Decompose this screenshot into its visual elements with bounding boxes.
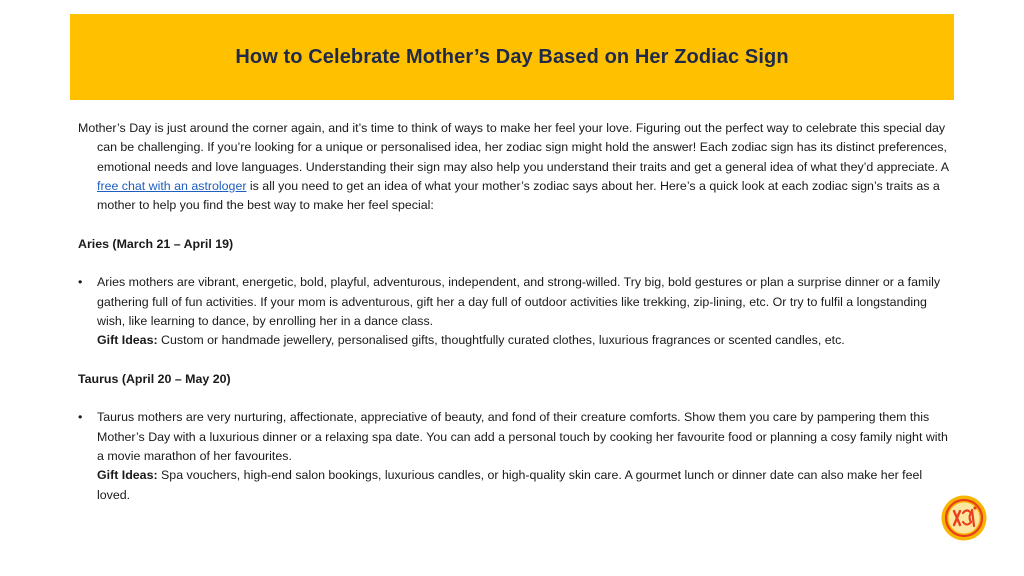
aries-text: Aries mothers are vibrant, energetic, bold, playful, adventurous, independent, and strong-willed. Try big, bold gestures or plan a surprise dinner or a family gathering full of fun activities. If your mom is adventurous, gift her a day full of outdoor activities like trekking, zip-lining, etc. Or try to fulfil a longstanding wish, like learning to dance, by enrolling her in a dance class. xyxy=(97,275,941,328)
section-heading-aries: Aries (March 21 – April 19) xyxy=(78,236,234,251)
list-item-taurus xyxy=(78,408,950,504)
astrology-logo-icon xyxy=(941,495,987,541)
aries-gift-text: Custom or handmade jewellery, personalised gifts, thoughtfully curated clothes, luxurious fragrances or scented candles, etc. xyxy=(157,333,845,348)
list-item-aries xyxy=(78,273,950,350)
title-banner xyxy=(70,14,954,100)
astrologer-chat-link[interactable]: free chat with an astrologer xyxy=(97,178,247,193)
page-title: How to Celebrate Mother’s Day Based on Her Zodiac Sign xyxy=(235,45,789,68)
aries-gift-label: Gift Ideas: xyxy=(97,333,158,348)
article-body xyxy=(78,119,950,505)
taurus-text: Taurus mothers are very nurturing, affectionate, appreciative of beauty, and fond of their creature comforts. Show them you care by pampering them this Mother’s Day with a luxurious dinner or a relaxing spa date. You can add a personal touch by cooking her favourite food or planning a cosy family night with a movie marathon of her favourites. xyxy=(97,410,948,464)
taurus-gift-text: Spa vouchers, high-end salon bookings, luxurious candles, or high-quality skin care. A gourmet lunch or dinner date can also make her feel loved. xyxy=(97,468,923,502)
intro-paragraph xyxy=(78,119,950,215)
bullet-icon: • xyxy=(78,275,83,290)
section-heading-taurus: Taurus (April 20 – May 20) xyxy=(78,371,231,386)
intro-text-before-link: Mother’s Day is just around the corner again, and it’s time to think of ways to make her feel your love. Figuring out the perfect way to celebrate this special day can be challenging. If you’re looking for a unique or personalised idea, her zodiac sign might hold the answer! Each zodiac sign has its distinct preferences, emotional needs and love languages. Understanding their sign may also help you understand their traits and get a general idea of what they’d appreciate. A xyxy=(78,121,949,174)
bullet-icon: • xyxy=(78,410,83,425)
taurus-gift-label: Gift Ideas: xyxy=(97,468,158,483)
intro-text-after-link: is all you need to get an idea of what your mother’s zodiac says about her. Here’s a quick look at each zodiac sign’s traits as a mother to help you find the best way to make her feel special: xyxy=(97,178,940,213)
aries-description xyxy=(97,273,950,350)
taurus-description xyxy=(97,408,950,504)
